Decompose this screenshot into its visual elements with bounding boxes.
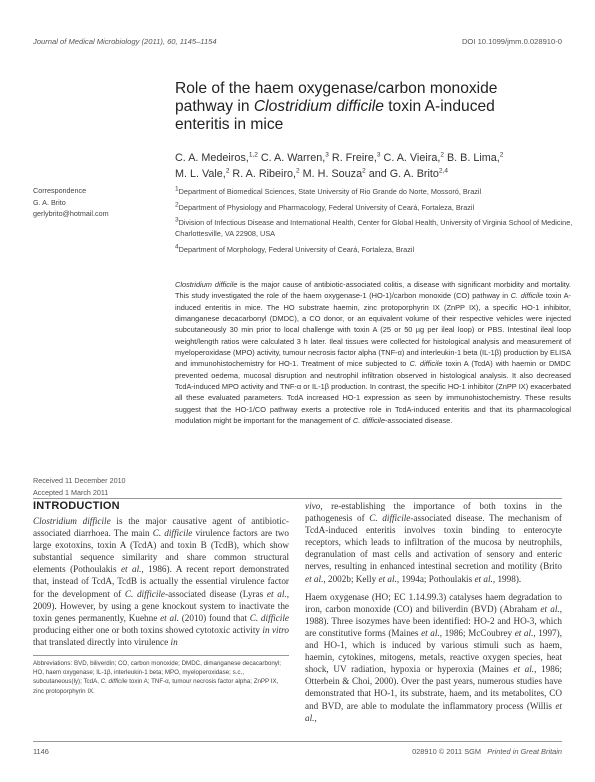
abbreviations-footnote: Abbreviations: BVD, biliverdin; CO, carbon monoxide; DMDC, dimanganese decacarbonyl; HO, haem oxygenase; IL-1β, interleukin-1 beta; MPO, myeloperoxidase; s.c., subcutaneous(ly); TcdA, C. difficile toxin A; TNF-α, tumour necrosis factor alpha; ZnPP IX, zinc protoporphyrin IX. (33, 660, 281, 695)
paragraph: Haem oxygenase (HO; EC 1.14.99.3) catalyses haem degradation to iron, carbon monoxide (CO) and biliverdin (BVD) (Abraham et al., 1988). Three isozymes have been identified: HO-2 and HO-3, which are constitutive forms (Maines et al., 1986; McCoubrey et al., 1997), and HO-1, which is induced by various stimuli such as haem, haemin, cytokines, mitogens, metals, reactive oxygen species, heat shock, UV radiation, hypoxia or hyperoxia (Maines et al., 1986; Otterbein & Choi, 2000). Over the past years, numerous studies have demonstrated that HO-1, its substrate, haem, and its metabolites, CO and BVD, are able to modulate the inflammatory process (Willis et al., (305, 591, 563, 723)
doi: DOI 10.1099/jmm.0.028910-0 (461, 37, 562, 46)
journal-citation: Journal of Medical Microbiology (2011), 60, 1145–1154 (33, 37, 217, 46)
accepted-date: Accepted 1 March 2011 (33, 487, 109, 497)
intro-right-column (305, 500, 562, 730)
authors-line-2: M. L. Vale,$^2$ R. A. Ribeiro,$^2$ M. H. Souza$^2$ and G. A. Brito$^{2,4}$ (175, 167, 448, 180)
footnote-divider (33, 655, 289, 656)
article-dates (33, 475, 126, 498)
intro-left-column: Clostridium difficile is the major causative agent of antibiotic-associated diarrhoea. The main C. difficile virulence factors are two large exotoxins, toxin A (TcdA) and toxin B (TcdB), which show substantial sequence similarity and share common structural elements (Pothoulakis et al., 1986). A recent report demonstrated that, instead of TcdA, TcdB is actually the essential virulence factor for the development of C. difficile-associated disease (Lyras et al., 2009). However, by using a gene knockout system to inactivate the toxin genes permanently, Kuehne et al. (2010) found that C. difficile producing either one or both toxins showed cytotoxic activity in vitro that translated directly into virulence in (33, 516, 289, 647)
title-line-3: enteritis in mice (175, 116, 284, 133)
title-line-1: Role of the haem oxygenase/carbon monoxide (175, 80, 498, 97)
paragraph: vivo, re-establishing the importance of both toxins in the pathogenesis of C. difficile-associated disease. The mechanism of TcdA-induced enteritis involves toxin binding to enterocyte receptors, which leads to infiltration of the mucosa by neutrophils, degranulation of mast cells and activation of sensory and enteric nerves, resulting in enhanced intestinal secretion and motility (Brito et al., 2002b; Kelly et al., 1994a; Pothoulakis et al., 1998). (305, 501, 562, 584)
title-line-2: pathway in Clostridium difficile toxin A-induced (175, 98, 495, 115)
affiliation: $^4$Department of Morphology, Federal University of Ceará, Fortaleza, Brazil (175, 243, 415, 254)
affiliation: $^1$Department of Biomedical Sciences, State University of Rio Grande do Norte, Mossoró, Brazil (175, 185, 482, 196)
abstract: Clostridium difficile is the major cause of antibiotic-associated colitis, a disease with significant morbidity and mortality. This study investigated the role of the haem oxygenase-1 (HO-1)/carbon monoxide (CO) pathway in C. difficile toxin A-induced enteritis in mice. The HO substrate haemin, zinc protoporphyrin IX (ZnPP IX), a specific HO-1 inhibitor, dimanganese decacarbonyl (DMDC), a CO donor, or an equivalent volume of their respective vehicles were injected subcutaneously 30 min prior to local challenge with toxin A (25 or 50 µg per ileal loop) or PBS. Intestinal ileal loop weight/length ratios were calculated 3 h later. Ileal tissues were collected for histological analysis and measurement of myeloperoxidase (MPO) activity, tumour necrosis factor alpha (TNF-α) and interleukin-1 beta (IL-1β) production by ELISA and immunohistochemistry for HO-1. Treatment of mice subjected to C. difficile toxin A (TcdA) with haemin or DMDC prevented oedema, mucosal disruption and neutrophil infiltration observed in histological analysis. It also decreased TcdA-induced MPO activity and TNF-α or IL-1β production. In contrast, the specific HO-1 inhibitor (ZnPP IX) exacerbated all these evaluated parameters. TcdA increased HO-1 expression as seen by immunohistochemistry. These results suggest that the HO-1/CO pathway exerts a protective role in TcdA-induced enteritis and that its pharmacological modulation might be important for the management of C. difficile-associated disease. (175, 280, 571, 426)
correspondence-email[interactable]: gerlybrito@hotmail.com (33, 209, 109, 219)
correspondence-name: G. A. Brito (33, 197, 66, 207)
page-number: 1146 (33, 747, 49, 756)
author-list (175, 150, 575, 182)
article-title (175, 80, 565, 134)
affiliations (175, 186, 575, 259)
footer-divider (33, 741, 562, 742)
section-heading-introduction: INTRODUCTION (33, 500, 120, 512)
correspondence (33, 185, 109, 220)
affiliation: $^3$Division of Infectious Disease and International Health, Center for Global Health, University of Virginia School of Medicine, Charlottesville, VA 22908, USA (175, 216, 573, 238)
authors-line-1: C. A. Medeiros,$^{1,2}$ C. A. Warren,$^3$ R. Freire,$^3$ C. A. Vieira,$^2$ B. B. Lima,$^2$ (175, 151, 504, 164)
received-date: Received 11 December 2010 (33, 476, 126, 485)
correspondence-label: Correspondence (33, 186, 87, 195)
section-divider (33, 498, 562, 499)
affiliation: $^2$Department of Physiology and Pharmacology, Federal University of Ceará, Fortaleza, Brazil (175, 201, 475, 212)
footer-copyright: 028910 © 2011 SGM Printed in Great Britain (412, 747, 562, 756)
